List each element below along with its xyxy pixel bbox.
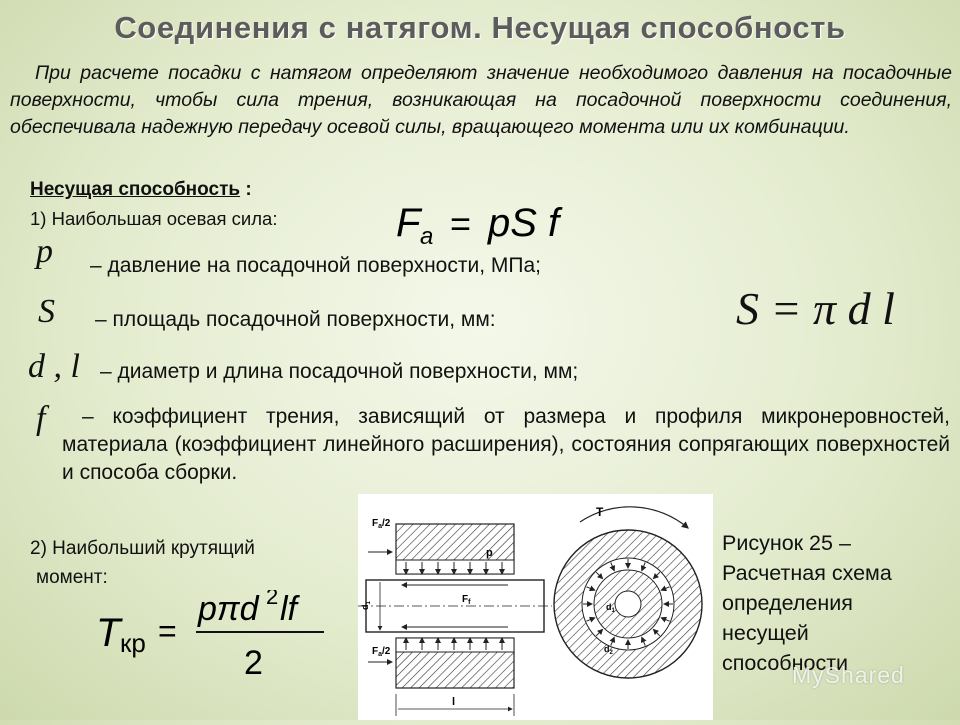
definition-S: – площадь посадочной поверхности, мм: xyxy=(95,308,496,331)
caption-line-3: определения xyxy=(722,591,853,615)
definition-d-l: – диаметр и длина посадочной поверхности, мм; xyxy=(100,360,579,383)
label-Fa-bottom: $F_a/2$ xyxy=(372,646,391,658)
label-Ff: $F_f$ xyxy=(462,594,471,606)
label-Fa-top: $F_a/2$ xyxy=(372,518,391,530)
torque-exponent: 2 xyxy=(266,590,279,609)
design-scheme-drawing xyxy=(358,494,713,720)
pressure-zone-bottom xyxy=(396,638,514,652)
torque-label-line1: 2) Наибольший крутящий xyxy=(30,538,255,559)
caption-line-1: Рисунок 25 – xyxy=(722,531,851,555)
torque-label xyxy=(30,534,320,592)
torque-numerator: pπd xyxy=(198,590,259,628)
formula-equals: = xyxy=(450,203,472,244)
bearing-capacity-heading xyxy=(30,179,252,201)
label-d2: $d_2$ xyxy=(604,644,613,656)
cross-section xyxy=(554,505,702,678)
torque-numerator-tail: lf xyxy=(280,590,297,628)
symbol-f: f xyxy=(36,400,46,437)
area-formula: S = π d l xyxy=(736,283,895,334)
design-scheme-figure xyxy=(358,494,713,720)
shaft-bore xyxy=(615,591,641,617)
bearing-capacity-colon: : xyxy=(240,179,252,200)
label-d1-inner: $d_1$ xyxy=(606,602,615,614)
torque-label-line2: момент: xyxy=(36,567,108,588)
bearing-capacity-label: Несущая способность xyxy=(30,179,241,200)
torque-T-subscript: кр xyxy=(120,628,146,658)
definition-f: – коэффициент трения, зависящий от размера и профиля микронеровностей, материала (коэффициент линейного расширения), состояния сопрягающих поверхностей и способа сборки. xyxy=(62,405,950,484)
definition-p: – давление на посадочной поверхности, МПа; xyxy=(90,254,541,277)
label-T: T xyxy=(596,505,604,519)
slide-title: Соединения с натягом. Несущая способность xyxy=(114,10,846,45)
symbol-d-l: d , l xyxy=(28,348,80,385)
formula-F: F xyxy=(396,201,421,245)
formula-F-subscript: a xyxy=(420,223,434,250)
formula-rhs: pS f xyxy=(488,201,560,245)
torque-denominator: 2 xyxy=(244,644,263,682)
longitudinal-section xyxy=(358,518,552,716)
caption-line-4: несущей xyxy=(722,621,809,645)
label-p: p xyxy=(486,547,493,559)
watermark-logo: MyShared xyxy=(792,662,905,688)
label-l: l xyxy=(452,696,456,708)
axial-force-formula xyxy=(390,194,570,250)
torque-T: T xyxy=(96,611,121,655)
pressure-zone-top xyxy=(396,560,514,574)
torque-equals: = xyxy=(158,613,177,649)
symbol-p: p xyxy=(36,233,53,270)
intro-paragraph: При расчете посадки с натягом определяют значение необходимого давления на посадочные поверхности, чтобы сила трения, возникающая на посадочной поверхности соединения, обеспечивала надежную передачу осевой силы, вращающего момента или их комбинации. xyxy=(10,62,952,138)
caption-line-5: способности xyxy=(722,651,849,675)
label-d1: $d_1$ xyxy=(360,601,372,610)
symbol-S: S xyxy=(38,293,55,330)
caption-line-2: Расчетная схема xyxy=(722,561,892,585)
figure-caption xyxy=(722,528,942,678)
axial-force-label: 1) Наибольшая осевая сила: xyxy=(30,208,278,229)
torque-formula xyxy=(92,590,332,686)
